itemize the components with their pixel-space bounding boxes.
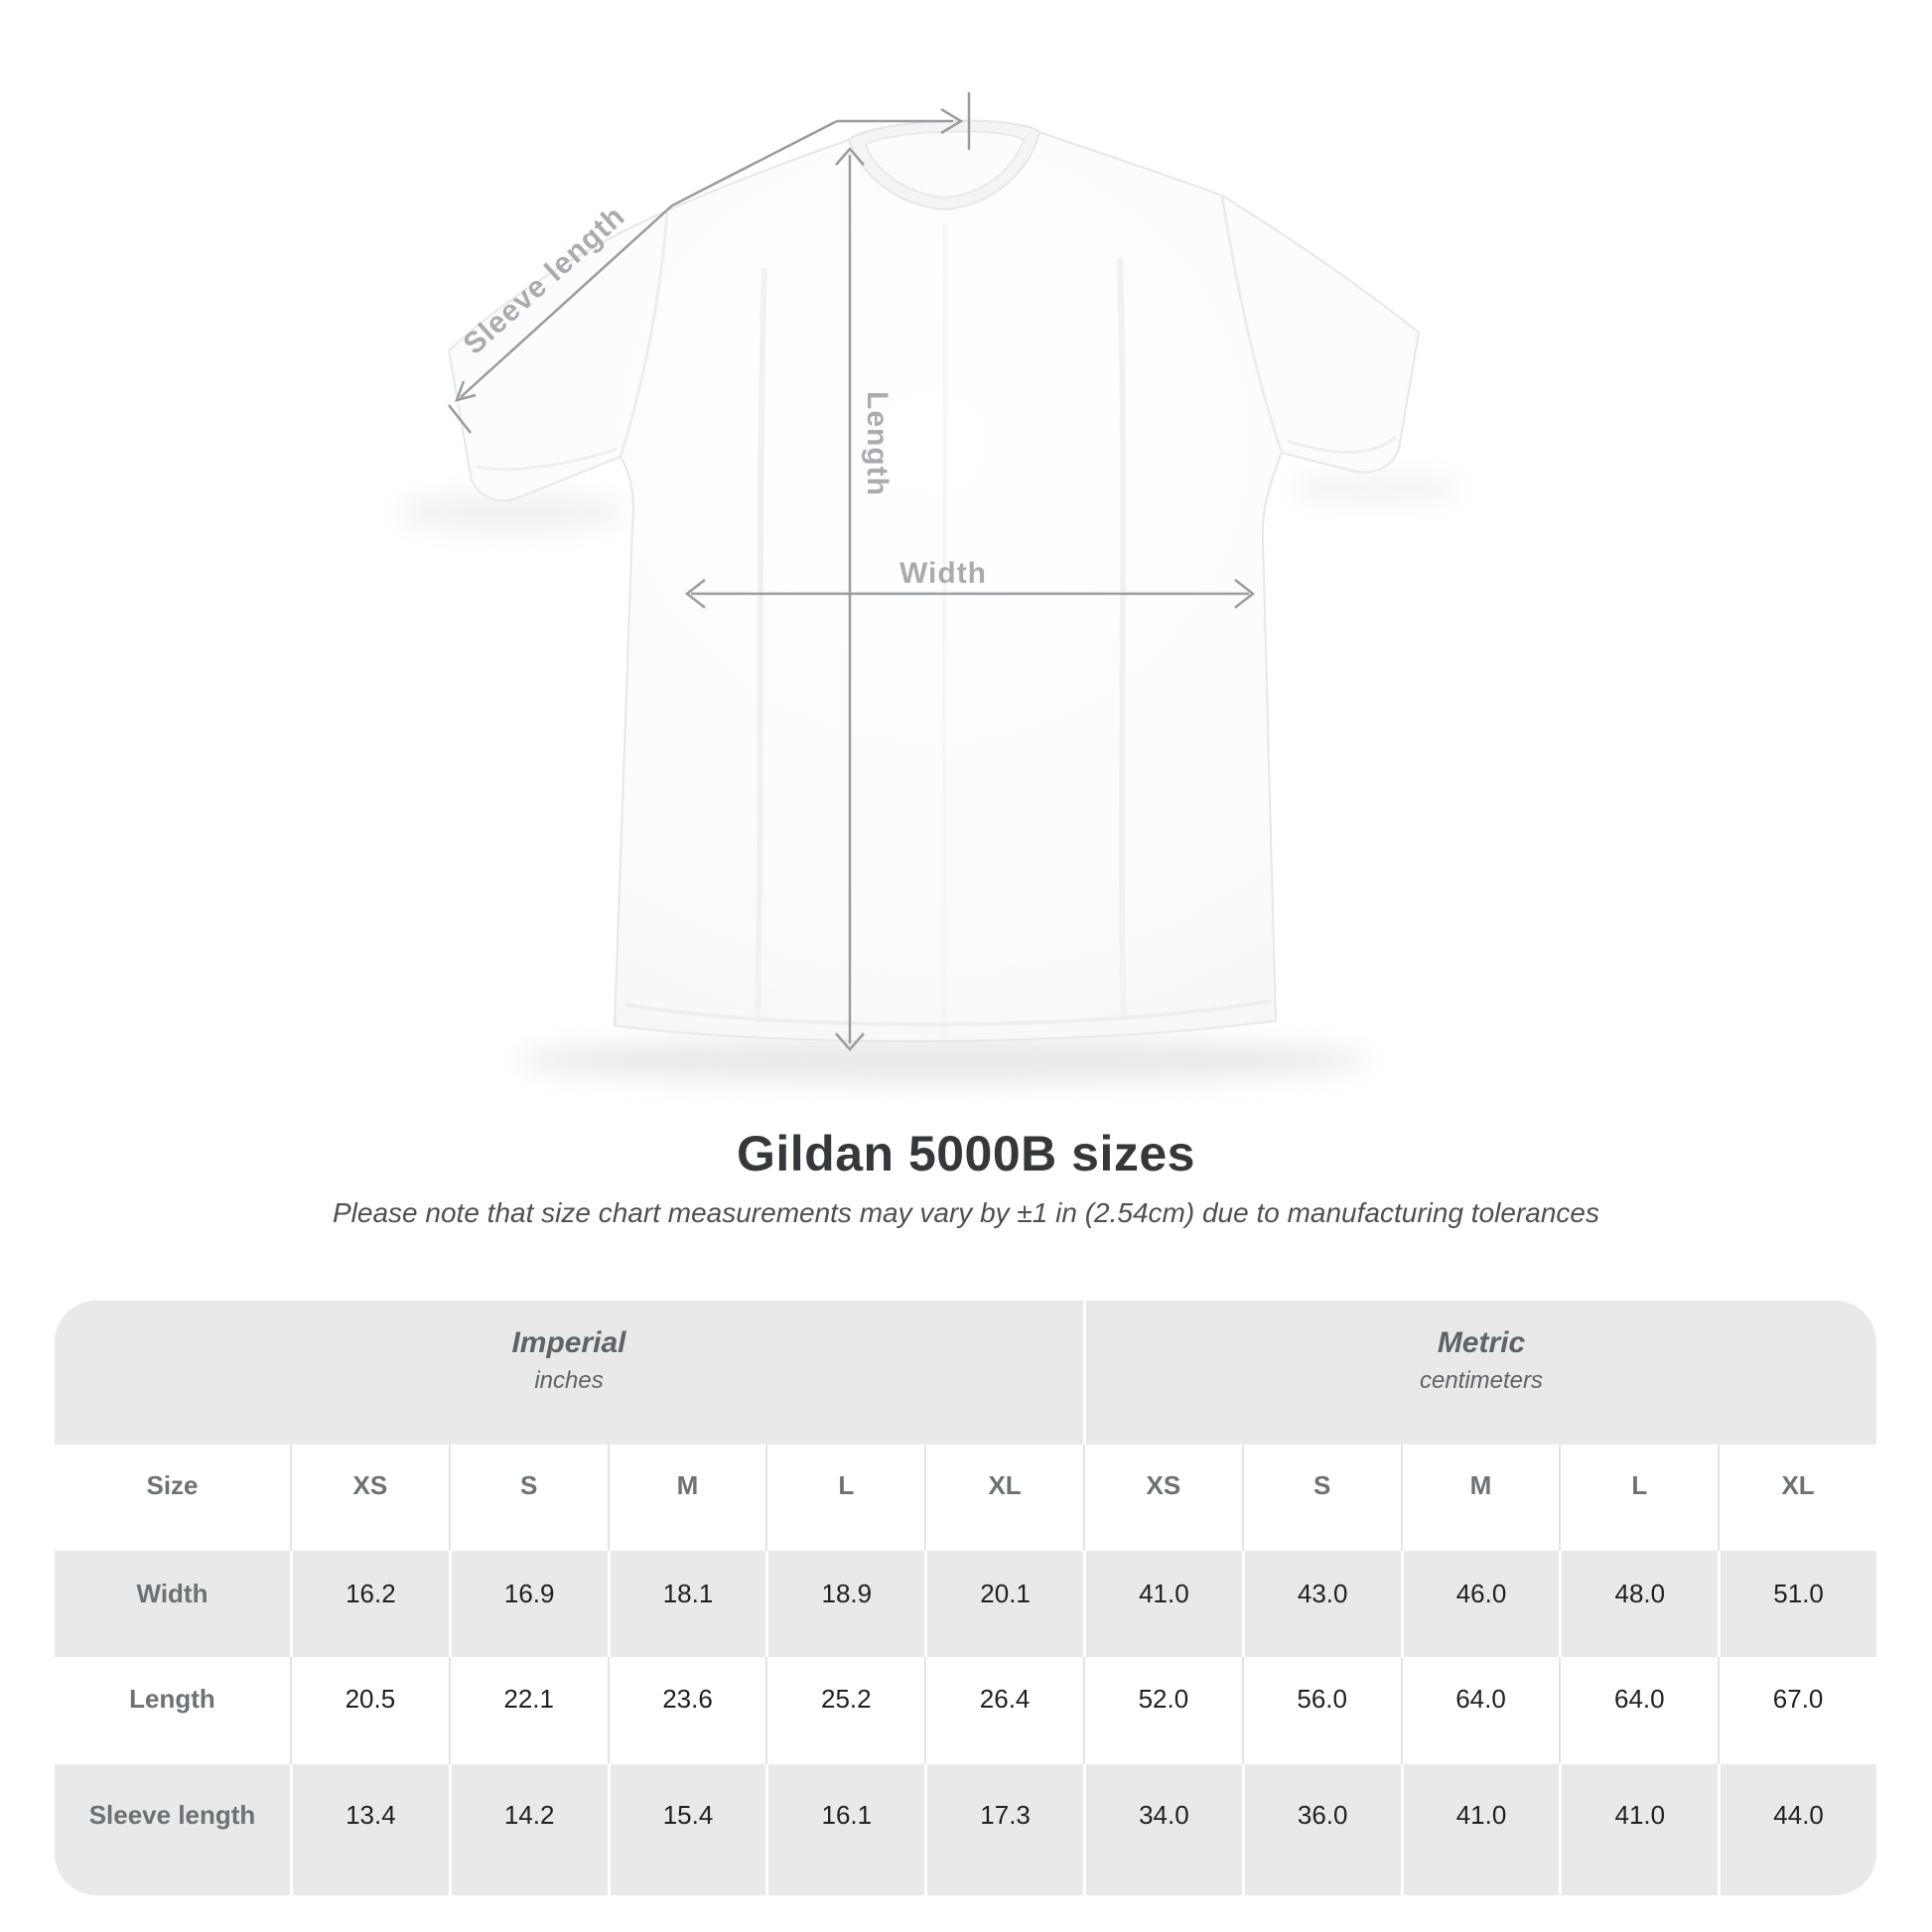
header-cell-metric-xs: XS: [1083, 1445, 1242, 1551]
value-cell: 17.3: [924, 1764, 1083, 1895]
value-cell: 36.0: [1242, 1764, 1401, 1895]
header-cell-imperial-l: L: [765, 1445, 924, 1551]
value-cell: 15.4: [608, 1764, 766, 1895]
width-label: Width: [898, 557, 988, 590]
value-cell: 64.0: [1401, 1657, 1560, 1764]
value-cell: 16.9: [449, 1551, 608, 1657]
length-label: Length: [861, 391, 894, 496]
page-title: Gildan 5000B sizes: [736, 1126, 1195, 1181]
size-col-header: Size: [55, 1445, 290, 1551]
unit-header-metric: [1083, 1301, 1876, 1445]
value-cell: 16.2: [290, 1551, 449, 1657]
header-cell-metric-xl: XL: [1718, 1445, 1876, 1551]
value-cell: 18.9: [765, 1551, 924, 1657]
value-cell: 48.0: [1559, 1551, 1718, 1657]
metric-label: Metric: [1437, 1326, 1526, 1359]
header-cell-imperial-s: S: [449, 1445, 608, 1551]
value-cell: 44.0: [1718, 1764, 1876, 1895]
header-cell-imperial-m: M: [608, 1445, 766, 1551]
value-cell: 64.0: [1559, 1657, 1718, 1764]
value-cell: 25.2: [765, 1657, 924, 1764]
header-cell-metric-l: L: [1559, 1445, 1718, 1551]
unit-header-imperial: [55, 1301, 1083, 1445]
value-cell: 43.0: [1242, 1551, 1401, 1657]
metric-sublabel: centimeters: [1419, 1367, 1544, 1394]
row-label: Length: [55, 1657, 290, 1764]
row-label: Sleeve length: [55, 1764, 290, 1895]
value-cell: 41.0: [1559, 1764, 1718, 1895]
imperial-label: Imperial: [511, 1326, 626, 1359]
value-cell: 13.4: [290, 1764, 449, 1895]
value-cell: 18.1: [608, 1551, 766, 1657]
header-cell-imperial-xs: XS: [290, 1445, 449, 1551]
row-label: Width: [55, 1551, 290, 1657]
size-table: [55, 1301, 1876, 1895]
value-cell: 20.1: [924, 1551, 1083, 1657]
value-cell: 41.0: [1401, 1764, 1560, 1895]
header-cell-metric-m: M: [1401, 1445, 1560, 1551]
imperial-sublabel: inches: [534, 1367, 604, 1394]
value-cell: 14.2: [449, 1764, 608, 1895]
value-cell: 52.0: [1083, 1657, 1242, 1764]
header-cell-metric-s: S: [1242, 1445, 1401, 1551]
value-cell: 34.0: [1083, 1764, 1242, 1895]
page-subtitle: Please note that size chart measurements may vary by ±1 in (2.54cm) due to manufacturing tolerances: [333, 1197, 1599, 1228]
value-cell: 46.0: [1401, 1551, 1560, 1657]
value-cell: 56.0: [1242, 1657, 1401, 1764]
value-cell: 41.0: [1083, 1551, 1242, 1657]
header-cell-imperial-xl: XL: [924, 1445, 1083, 1551]
value-cell: 26.4: [924, 1657, 1083, 1764]
value-cell: 23.6: [608, 1657, 766, 1764]
value-cell: 67.0: [1718, 1657, 1876, 1764]
value-cell: 20.5: [290, 1657, 449, 1764]
value-cell: 16.1: [765, 1764, 924, 1895]
sleeve-length-label: Sleeve length: [457, 200, 632, 361]
value-cell: 22.1: [449, 1657, 608, 1764]
value-cell: 51.0: [1718, 1551, 1876, 1657]
